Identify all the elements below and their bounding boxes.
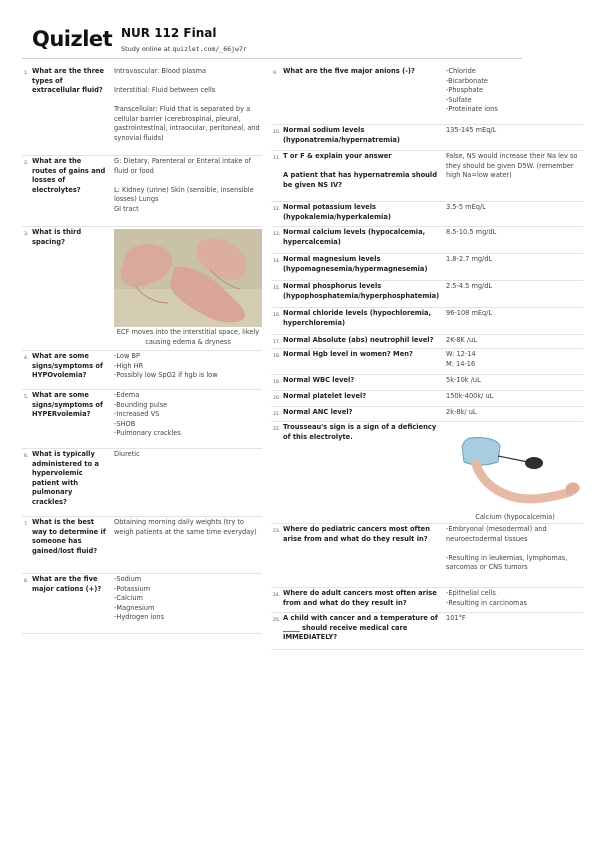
card-number: 9. [273,71,278,76]
card-definition: 150k-400k/ uL [446,392,494,400]
card-definition: G: Dietary, Parenteral or Enteral intake of fluid or food L: Kidney (urine) Skin (sensible, insensible losses) Lungs GI tract [114,157,254,213]
card-number: 13. [273,232,281,237]
set-url-link[interactable]: quizlet.com/_66jw7r [172,45,247,53]
card-term: What are the three types of extracellular fluid? [32,67,104,95]
card-term: Normal potassium levels (hypokalemia/hyperkalemia) [283,203,391,221]
card-number: 7. [24,522,29,527]
card-definition: 8.5-10.5 mg/dL [446,228,497,236]
card-number: 25. [273,618,281,623]
card-number: 10. [273,130,281,135]
card-number: 17. [273,340,281,345]
flashcard [271,227,583,254]
card-number: 11. [273,156,281,161]
card-term: What is the best way to determine if someone has gained/lost fluid? [32,518,106,555]
card-definition: -Chloride -Bicarbonate -Phosphate -Sulfate -Proteinate ions [446,67,498,113]
card-term: Normal phosphorus levels (hypophosphatemia/hyperphosphatemia) [283,282,440,300]
card-definition: -Edema -Bounding pulse -Increased VS -SHOB -Pulmonary crackles [114,391,181,437]
flashcard [271,125,583,151]
flashcard [271,335,583,349]
card-definition: W: 12-14 M: 14-16 [446,350,476,368]
card-term: What are the five major anions (-)? [283,67,415,75]
study-online-line [121,45,247,53]
card-term: Where do pediatric cancers most often arise from and what do they result in? [283,525,430,543]
card-number: 21. [273,412,281,417]
card-term: Normal Hgb level in women? Men? [283,350,413,358]
flashcard [271,391,583,407]
card-term: Where do adult cancers most often arise from and what do they result in? [283,589,437,607]
card-term: Normal sodium levels (hyponatremia/hypernatremia) [283,126,400,144]
flashcard [271,202,583,227]
card-term: What are some signs/symptoms of HYPERvolemia? [32,391,103,419]
card-definition: Intravascular: Blood plasma Interstitial: Fluid between cells Transcellular: Fluid that is separated by a cellular barrier (cerebrospinal, pleural, gastrointestinal, intraocular, peritoneal, and synovial fluids) [114,67,260,142]
card-term: T or F & explain your answer A patient that has hypernatremia should be given NS IV? [283,152,438,189]
page-header [32,24,522,60]
card-definition: Obtaining morning daily weights (try to weigh patients at the same time everyday) [114,518,257,536]
card-number: 23. [273,529,281,534]
card-term: Trousseau's sign is a sign of a deficiency of this electrolyte. [283,423,437,441]
card-definition: 5k-10k /uL [446,376,481,384]
card-number: 20. [273,396,281,401]
card-number: 1. [24,71,29,76]
card-definition: 1.8-2.7 mg/dL [446,255,493,263]
flashcard [271,375,583,391]
trousseau-sign-image [446,426,582,510]
card-definition: -Epithelial cells -Resulting in carcinomas [446,589,527,607]
image-caption: ECF moves into the interstitial space, likely causing edema & dryness [116,328,260,346]
card-definition: -Low BP -High HR -Possibly low SpO2 if hgb is low [114,352,218,379]
card-definition: 2K-8K /uL [446,336,477,344]
subtitle-prefix: Study online at [121,45,173,53]
card-number: 5. [24,395,29,400]
flashcard [22,390,262,449]
card-definition: 135-145 mEq/L [446,126,497,134]
card-number: 24. [273,593,281,598]
card-definition: False, NS would increase their Na lev so they should be given D5W. (remember high Na=low water) [446,152,578,179]
flashcard [22,66,262,156]
image-caption: Calcium (hypocalcemia) [475,513,555,521]
card-term: What are the five major cations (+)? [32,575,102,593]
card-number: 16. [273,313,281,318]
card-number: 14. [273,259,281,264]
card-term: A child with cancer and a temperature of _____ should receive medical care IMMEDIATELY? [283,614,438,642]
card-definition: 101°F [446,614,466,622]
card-number: 4. [24,356,29,361]
card-term: Normal WBC level? [283,376,355,384]
header-divider [22,58,522,59]
flashcard [271,281,583,308]
card-definition: 96-108 mEq/L [446,309,493,317]
card-number: 12. [273,207,281,212]
card-term: Normal Absolute (abs) neutrophil level? [283,336,434,344]
card-definition: 3.5-5 mEq/L [446,203,486,211]
left-column [22,66,262,634]
card-definition: Diuretic [114,450,140,458]
card-term: Normal platelet level? [283,392,367,400]
flashcard [271,613,583,650]
card-term: What are some signs/symptoms of HYPOvolemia? [32,352,103,380]
card-term: Normal ANC level? [283,408,353,416]
right-column [271,66,583,650]
quizlet-logo[interactable]: Quizlet [32,27,113,51]
flashcard [271,422,583,524]
card-number: 2. [24,161,29,166]
edematous-feet-image [114,229,262,327]
flashcard [271,349,583,375]
card-term: What are the routes of gains and losses of electrolytes? [32,157,106,194]
flashcard [22,449,262,517]
set-title: NUR 112 Final [121,26,217,40]
card-term: What is typically administered to a hypervolemic patient with pulmonary crackles? [32,450,99,506]
card-number: 15. [273,286,281,291]
card-term: Normal chloride levels (hypochloremia, hyperchloremia) [283,309,432,327]
flashcard [22,574,262,634]
flashcard [271,588,583,613]
card-number: 19. [273,380,281,385]
card-number: 22. [273,427,281,432]
flashcard [271,308,583,335]
card-term: Normal magnesium levels (hypomagnesemia/hypermagnesemia) [283,255,428,273]
card-definition: 2.5-4.5 mg/dL [446,282,493,290]
flashcard [271,407,583,422]
card-number: 3. [24,232,29,237]
flashcard [22,517,262,574]
card-definition: -Embryonal (mesodermal) and neuroectodermal tissues -Resulting in leukemias, lymphomas, sarcomas or CNS tumors [446,525,568,571]
card-number: 8. [24,579,29,584]
card-number: 6. [24,454,29,459]
card-definition: 2k-8k/ uL [446,408,477,416]
flashcard [271,66,583,125]
flashcard [22,156,262,227]
flashcard [271,254,583,281]
card-definition: -Sodium -Potassium -Calcium -Magnesium -Hydrogen ions [114,575,165,621]
card-term: Normal calcium levels (hypocalcemia, hypercalcemia) [283,228,426,246]
flashcard [22,351,262,390]
flashcard [271,524,583,588]
card-term: What is third spacing? [32,228,82,246]
flashcard [271,151,583,202]
flashcard [22,227,262,351]
card-number: 18. [273,354,281,359]
